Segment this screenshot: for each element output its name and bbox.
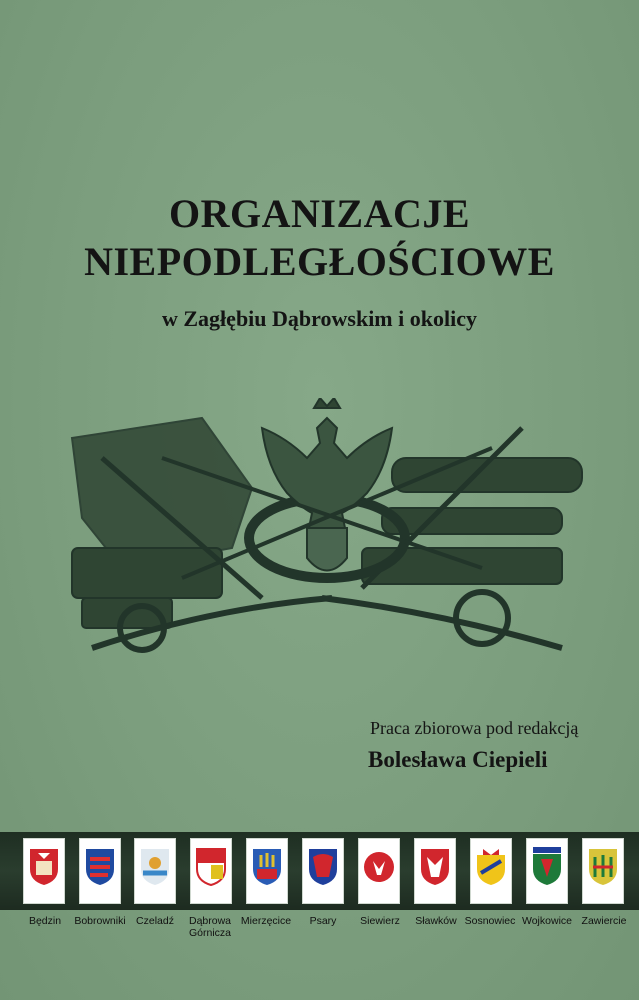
town-label-slawkow: Sławków <box>415 915 457 927</box>
siewierz-coat-of-arms-icon <box>358 838 400 904</box>
bedzin-coat-of-arms-icon <box>23 838 65 904</box>
zawiercie-coat-of-arms-icon <box>582 838 624 904</box>
title-line-1: ORGANIZACJE <box>168 191 471 236</box>
wojkowice-coat-of-arms-icon <box>526 838 568 904</box>
town-label-bobrowniki: Bobrowniki <box>74 915 126 927</box>
town-label-czeladz: Czeladź <box>136 915 174 927</box>
town-label-dabrowa-gornicza: Dąbrowa Górnicza <box>188 915 232 939</box>
town-label-psary: Psary <box>309 915 337 927</box>
bobrowniki-coat-of-arms-icon <box>79 838 121 904</box>
editor-name: Bolesława Ciepieli <box>368 747 548 772</box>
town-label-siewierz: Siewierz <box>360 915 400 927</box>
editor-credit-line: Praca zbiorowa pod redakcją <box>370 718 579 738</box>
title-line-2: NIEPODLEGŁOŚCIOWE <box>84 239 555 284</box>
town-label-wojkowice: Wojkowice <box>522 915 572 927</box>
psary-coat-of-arms-icon <box>302 838 344 904</box>
dabrowa-gornicza-coat-of-arms-icon <box>190 838 232 904</box>
coat-of-arms-strip <box>0 832 639 910</box>
polish-eagle-military-trophy-icon <box>62 398 592 678</box>
sosnowiec-coat-of-arms-icon <box>470 838 512 904</box>
town-label-mierzecice: Mierzęcice <box>240 915 292 927</box>
czeladz-coat-of-arms-icon <box>134 838 176 904</box>
town-label-zawiercie: Zawiercie <box>581 915 627 927</box>
slawkow-coat-of-arms-icon <box>414 838 456 904</box>
town-label-sosnowiec: Sosnowiec <box>464 915 516 927</box>
subtitle: w Zagłębiu Dąbrowskim i okolicy <box>162 306 477 331</box>
mierzecice-coat-of-arms-icon <box>246 838 288 904</box>
town-label-bedzin: Będzin <box>28 915 62 927</box>
